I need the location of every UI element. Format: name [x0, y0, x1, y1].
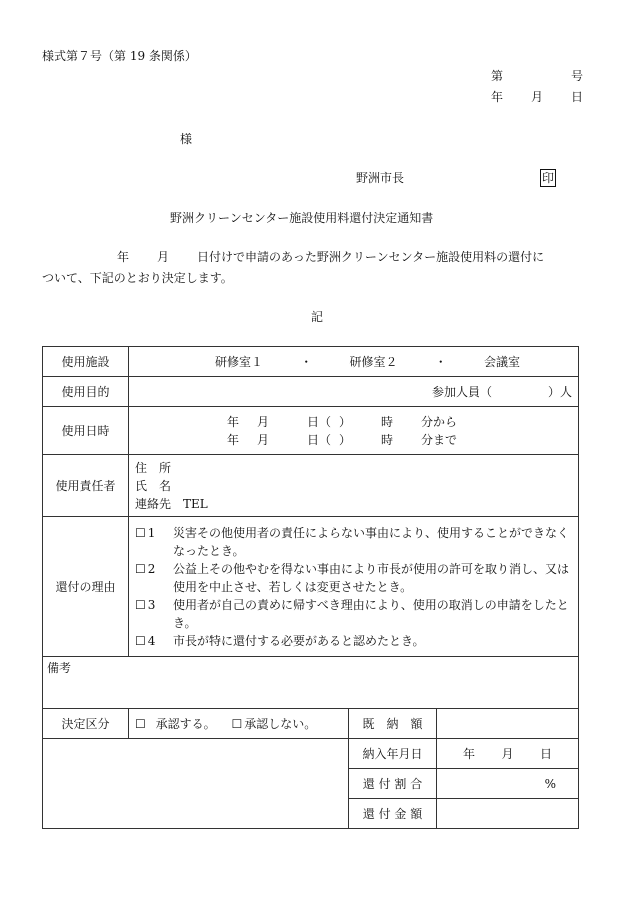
paid-amount-label: 既 納 額 [349, 709, 437, 739]
reason-item: ☐ 4 市長が特に還付する必要があると認めたとき。 [135, 633, 425, 648]
responsible-label: 使用責任者 [43, 455, 129, 517]
reason-item: ☐ 2 公益上その他やむを得ない事由により市長が使用の許可を取り消し、又は使用を中止させ、若しくは変更させたとき。 [135, 561, 570, 594]
percent-unit: % [544, 776, 556, 791]
reason-item: ☐ 3 使用者が自己の責めに帰すべき理由により、使用の取消しの申請をしたとき。 [135, 597, 569, 630]
blank-cell [43, 739, 349, 829]
contact-label: 連絡先 TEL [135, 496, 208, 511]
reason-list [129, 517, 579, 657]
checkbox-approve-icon[interactable]: ☐ [135, 716, 146, 731]
payment-month: 月 [501, 746, 514, 761]
form-number: 様式第７号（第 19 条関係） [42, 49, 197, 63]
body-text-2: ついて、下記のとおり決定します。 [42, 271, 233, 285]
paid-amount-value[interactable] [437, 709, 579, 739]
addressee: 様 [180, 132, 193, 146]
ki-heading: 記 [311, 310, 324, 324]
body-year: 年 [117, 250, 130, 264]
row-decision [43, 709, 579, 739]
participants-label: 参加人員（ [431, 384, 492, 399]
checkbox-icon[interactable]: ☐ [135, 633, 146, 648]
payment-day: 日 [539, 746, 552, 761]
payment-year: 年 [463, 746, 476, 761]
decision-label: 決定区分 [43, 709, 129, 739]
datetime-value [129, 407, 579, 455]
row-responsible [43, 455, 579, 517]
checkbox-icon[interactable]: ☐ [135, 561, 146, 576]
facility-label: 使用施設 [43, 347, 129, 377]
datetime-from: 年 月 日（ ） 時 分から [227, 414, 458, 429]
option-room1: 研修室１ [215, 354, 264, 369]
body-month: 月 [157, 250, 170, 264]
approve-label: 承認する。 [155, 716, 216, 731]
refund-amount-label: 還 付 金 額 [349, 799, 437, 829]
remarks-cell [43, 657, 579, 709]
disapprove-label: 承認しない。 [244, 716, 317, 731]
option-dot2: ・ [434, 354, 447, 369]
purpose-label: 使用目的 [43, 377, 129, 407]
refund-rate-value[interactable] [437, 769, 579, 799]
payment-date-value[interactable] [437, 739, 579, 769]
refund-rate-label: 還 付 割 合 [349, 769, 437, 799]
issuer-name: 野洲市長 [356, 171, 405, 185]
doc-number-dai: 第 [491, 69, 504, 83]
row-datetime [43, 407, 579, 455]
option-meeting-room: 会議室 [483, 354, 520, 369]
decision-options [129, 709, 349, 739]
address-label: 住 所 [135, 460, 172, 475]
date-year: 年 [491, 90, 504, 104]
checkbox-icon[interactable]: ☐ [135, 525, 146, 540]
reason-label: 還付の理由 [43, 517, 129, 657]
responsible-value [129, 455, 579, 517]
participants-unit: ）人 [547, 384, 572, 399]
datetime-label: 使用日時 [43, 407, 129, 455]
checkbox-disapprove-icon[interactable]: ☐ [231, 716, 243, 731]
row-facility [43, 347, 579, 377]
row-purpose [43, 377, 579, 407]
row-payment-date [43, 739, 579, 769]
option-dot1: ・ [300, 354, 313, 369]
doc-number-go: 号 [571, 69, 584, 83]
refund-amount-value[interactable] [437, 799, 579, 829]
option-room2: 研修室２ [349, 354, 398, 369]
body-text-1: 日付けで申請のあった野洲クリーンセンター施設使用料の還付に [197, 250, 545, 264]
row-remarks [43, 657, 579, 709]
date-day: 日 [571, 90, 584, 104]
refund-form-table [42, 346, 579, 829]
remarks-label: 備考 [47, 661, 72, 675]
seal-mark: 印 [542, 171, 555, 185]
datetime-to: 年 月 日（ ） 時 分まで [227, 432, 458, 447]
date-month: 月 [531, 90, 544, 104]
facility-options [129, 347, 579, 377]
purpose-value [129, 377, 579, 407]
reason-item: ☐ 1 災害その他使用者の責任によらない事由により、使用することができなくなったとき。 [135, 525, 570, 558]
name-label: 氏 名 [135, 478, 172, 493]
row-reason [43, 517, 579, 657]
checkbox-icon[interactable]: ☐ [135, 597, 146, 612]
payment-date-label: 納入年月日 [349, 739, 437, 769]
document-title: 野洲クリーンセンター施設使用料還付決定通知書 [170, 211, 434, 225]
